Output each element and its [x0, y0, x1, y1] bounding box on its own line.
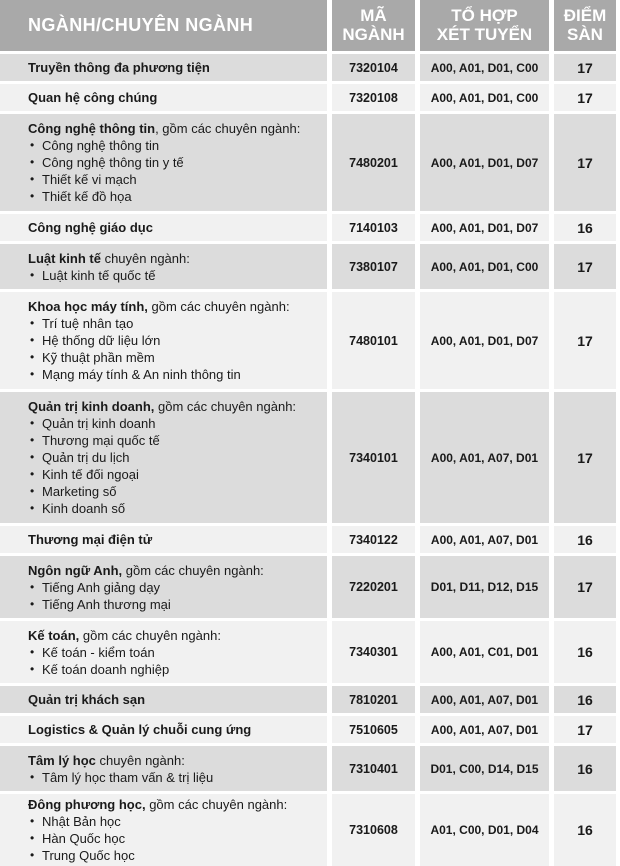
table-row [0, 84, 620, 111]
program-name: Quan hệ công chúng [28, 90, 158, 105]
subject-combination: A00, A01, C01, D01 [430, 645, 539, 659]
score-cell [554, 84, 616, 111]
header-combo [420, 0, 549, 51]
score-cell [554, 392, 616, 523]
program-name: Ngôn ngữ Anh, [28, 562, 123, 578]
program-note: gồm các chuyên ngành: [147, 299, 290, 314]
table-row [0, 621, 620, 683]
table-row [0, 392, 620, 523]
minimum-score: 16 [577, 219, 593, 236]
program-title [28, 298, 290, 315]
program-code: 7140103 [349, 220, 398, 235]
program-cell [0, 716, 327, 743]
program-title [28, 531, 152, 548]
code-cell [332, 526, 415, 553]
table-row [0, 292, 620, 389]
score-cell [554, 794, 616, 866]
code-cell [332, 292, 415, 389]
score-cell [554, 556, 616, 618]
subject-combination: A00, A01, D01, C00 [430, 90, 539, 105]
combo-cell [420, 54, 549, 81]
score-cell [554, 621, 616, 683]
program-code: 7340101 [349, 450, 398, 465]
program-name: Tâm lý học [28, 752, 96, 768]
header-program-label: NGÀNH/CHUYÊN NGÀNH [28, 14, 254, 35]
program-name: Khoa học máy tính, [28, 299, 148, 314]
code-cell [332, 621, 415, 683]
table-header [0, 0, 620, 51]
minimum-score: 17 [577, 332, 593, 349]
program-note: , gồm các chuyên ngành: [155, 121, 301, 136]
specialization-item: • Nhật Bản học [28, 813, 135, 830]
minimum-score: 16 [577, 691, 593, 708]
score-cell [554, 686, 616, 713]
program-name: Logistics & Quản lý chuỗi cung ứng [28, 722, 252, 737]
minimum-score: 17 [577, 721, 593, 738]
specialization-list [28, 315, 241, 383]
program-title [28, 721, 251, 738]
program-name: Thương mại điện tử [28, 532, 153, 547]
subject-combination: A00, A01, D01, D07 [430, 155, 539, 170]
subject-combination: A00, A01, A07, D01 [430, 692, 539, 707]
subject-combination: A01, C00, D01, D04 [430, 823, 539, 837]
program-cell [0, 392, 327, 523]
program-cell [0, 556, 327, 618]
specialization-list [28, 579, 171, 613]
minimum-score: 17 [577, 154, 593, 171]
combo-cell [420, 114, 549, 211]
program-title [28, 627, 221, 644]
minimum-score: 17 [577, 579, 593, 595]
score-cell [554, 292, 616, 389]
code-cell [332, 556, 415, 618]
code-cell [332, 214, 415, 241]
code-cell [332, 84, 415, 111]
program-title [28, 796, 287, 813]
program-title [28, 89, 157, 106]
score-cell [554, 526, 616, 553]
table-row [0, 686, 620, 713]
table-row [0, 794, 620, 866]
program-cell [0, 114, 327, 211]
code-cell [332, 794, 415, 866]
specialization-list [28, 267, 155, 284]
specialization-item: • Quản trị du lịch [28, 449, 160, 466]
header-program [0, 0, 327, 51]
score-cell [554, 54, 616, 81]
minimum-score: 17 [577, 59, 593, 76]
header-score-line1: ĐIỂM [563, 5, 607, 25]
specialization-item: • Kinh tế đối ngoại [28, 466, 160, 483]
program-code: 7320104 [349, 60, 398, 75]
subject-combination: A00, A01, D01, D07 [430, 333, 539, 348]
table-row [0, 746, 620, 791]
specialization-item: • Công nghệ thông tin y tế [28, 154, 184, 171]
table-row [0, 244, 620, 289]
specialization-item: • Hệ thống dữ liệu lớn [28, 332, 241, 349]
combo-cell [420, 686, 549, 713]
code-cell [332, 114, 415, 211]
specialization-item: • Luật kinh tế quốc tế [28, 267, 155, 284]
subject-combination: A00, A01, A07, D01 [430, 450, 539, 465]
table-row [0, 114, 620, 211]
program-note: chuyên ngành: [95, 752, 185, 768]
header-code-line1: MÃ [360, 5, 387, 25]
program-name: Luật kinh tế [28, 250, 101, 266]
subject-combination: A00, A01, A07, D01 [430, 722, 539, 737]
program-title [28, 691, 145, 708]
program-title [28, 120, 300, 137]
program-cell [0, 54, 327, 81]
code-cell [332, 54, 415, 81]
program-code: 7480201 [349, 155, 398, 170]
specialization-item: • Thương mại quốc tế [28, 432, 160, 449]
minimum-score: 17 [577, 449, 593, 466]
table-body [0, 54, 620, 866]
specialization-list [28, 644, 169, 678]
program-title [28, 398, 296, 415]
table-row [0, 526, 620, 553]
header-score-line2: SÀN [567, 24, 603, 44]
table-row [0, 556, 620, 618]
program-note: gồm các chuyên ngành: [122, 562, 264, 578]
specialization-list [28, 813, 135, 864]
specialization-item: • Kỹ thuật phần mềm [28, 349, 241, 366]
specialization-item: • Kế toán doanh nghiệp [28, 661, 169, 678]
score-cell [554, 114, 616, 211]
program-code: 7220201 [349, 580, 398, 594]
specialization-item: • Quản trị kinh doanh [28, 415, 160, 432]
program-cell [0, 686, 327, 713]
program-cell [0, 244, 327, 289]
specialization-item: • Kinh doanh số [28, 500, 160, 517]
specialization-item: • Trí tuệ nhân tạo [28, 315, 241, 332]
specialization-list [28, 415, 160, 517]
score-cell [554, 244, 616, 289]
program-code: 7480101 [349, 333, 398, 348]
header-code-line2: NGÀNH [342, 24, 405, 44]
program-cell [0, 526, 327, 553]
program-cell [0, 621, 327, 683]
header-code [332, 0, 415, 51]
code-cell [332, 746, 415, 791]
subject-combination: D01, D11, D12, D15 [430, 580, 539, 594]
specialization-item: • Kế toán - kiểm toán [28, 644, 169, 661]
header-combo-line1: TỔ HỢP [451, 5, 518, 25]
program-name: Đông phương học, [28, 797, 146, 812]
program-cell [0, 746, 327, 791]
program-code: 7380107 [349, 259, 398, 274]
combo-cell [420, 526, 549, 553]
specialization-list [28, 769, 213, 786]
specialization-item: • Trung Quốc học [28, 847, 135, 864]
program-cell [0, 292, 327, 389]
program-code: 7340122 [349, 532, 398, 547]
program-name: Công nghệ giáo dục [28, 220, 153, 235]
combo-cell [420, 716, 549, 743]
combo-cell [420, 392, 549, 523]
program-title [28, 752, 185, 769]
program-code: 7510605 [349, 722, 398, 737]
subject-combination: A00, A01, A07, D01 [430, 532, 539, 547]
score-cell [554, 214, 616, 241]
code-cell [332, 716, 415, 743]
program-code: 7340301 [349, 645, 398, 659]
combo-cell [420, 746, 549, 791]
specialization-item: • Thiết kế đồ họa [28, 188, 184, 205]
subject-combination: D01, C00, D14, D15 [430, 761, 539, 776]
program-title [28, 562, 264, 579]
specialization-item: • Hàn Quốc học [28, 830, 135, 847]
program-code: 7310608 [349, 823, 398, 837]
combo-cell [420, 556, 549, 618]
minimum-score: 16 [577, 531, 593, 548]
program-title [28, 219, 153, 236]
header-combo-line2: XÉT TUYỂN [436, 24, 533, 44]
score-cell [554, 716, 616, 743]
program-cell [0, 214, 327, 241]
program-name: Truyền thông đa phương tiện [28, 60, 210, 75]
program-name: Công nghệ thông tin [28, 121, 156, 136]
code-cell [332, 244, 415, 289]
minimum-score: 16 [577, 760, 593, 777]
combo-cell [420, 244, 549, 289]
combo-cell [420, 84, 549, 111]
program-cell [0, 794, 327, 866]
specialization-item: • Tiếng Anh thương mại [28, 596, 171, 613]
subject-combination: A00, A01, D01, C00 [430, 259, 539, 274]
program-note: chuyên ngành: [100, 250, 190, 266]
header-score [554, 0, 616, 51]
code-cell [332, 392, 415, 523]
subject-combination: A00, A01, D01, D07 [430, 220, 539, 235]
combo-cell [420, 794, 549, 866]
program-title [28, 59, 210, 76]
specialization-item: • Tiếng Anh giảng dạy [28, 579, 171, 596]
table-row [0, 716, 620, 743]
specialization-item: • Tâm lý học tham vấn & trị liệu [28, 769, 213, 786]
specialization-item: • Công nghệ thông tin [28, 137, 184, 154]
minimum-score: 16 [577, 644, 593, 660]
program-note: gồm các chuyên ngành: [79, 627, 221, 643]
specialization-list [28, 137, 184, 205]
program-name: Quản trị khách sạn [28, 692, 146, 707]
specialization-item: • Mạng máy tính & An ninh thông tin [28, 366, 241, 383]
table-row [0, 54, 620, 81]
specialization-item: • Thiết kế vi mạch [28, 171, 184, 188]
minimum-score: 17 [577, 89, 593, 106]
combo-cell [420, 214, 549, 241]
program-code: 7310401 [349, 761, 398, 776]
subject-combination: A00, A01, D01, C00 [430, 60, 539, 75]
minimum-score: 17 [577, 258, 593, 275]
program-code: 7320108 [349, 90, 398, 105]
combo-cell [420, 621, 549, 683]
program-name: Quản trị kinh doanh, [28, 399, 155, 414]
specialization-item: • Marketing số [28, 483, 160, 500]
combo-cell [420, 292, 549, 389]
code-cell [332, 686, 415, 713]
minimum-score: 16 [577, 822, 593, 838]
program-code: 7810201 [349, 692, 398, 707]
score-cell [554, 746, 616, 791]
program-title [28, 250, 190, 267]
table-row [0, 214, 620, 241]
program-name: Kế toán, [28, 627, 80, 643]
program-note: gồm các chuyên ngành: [154, 399, 297, 414]
program-note: gồm các chuyên ngành: [145, 797, 288, 812]
program-cell [0, 84, 327, 111]
